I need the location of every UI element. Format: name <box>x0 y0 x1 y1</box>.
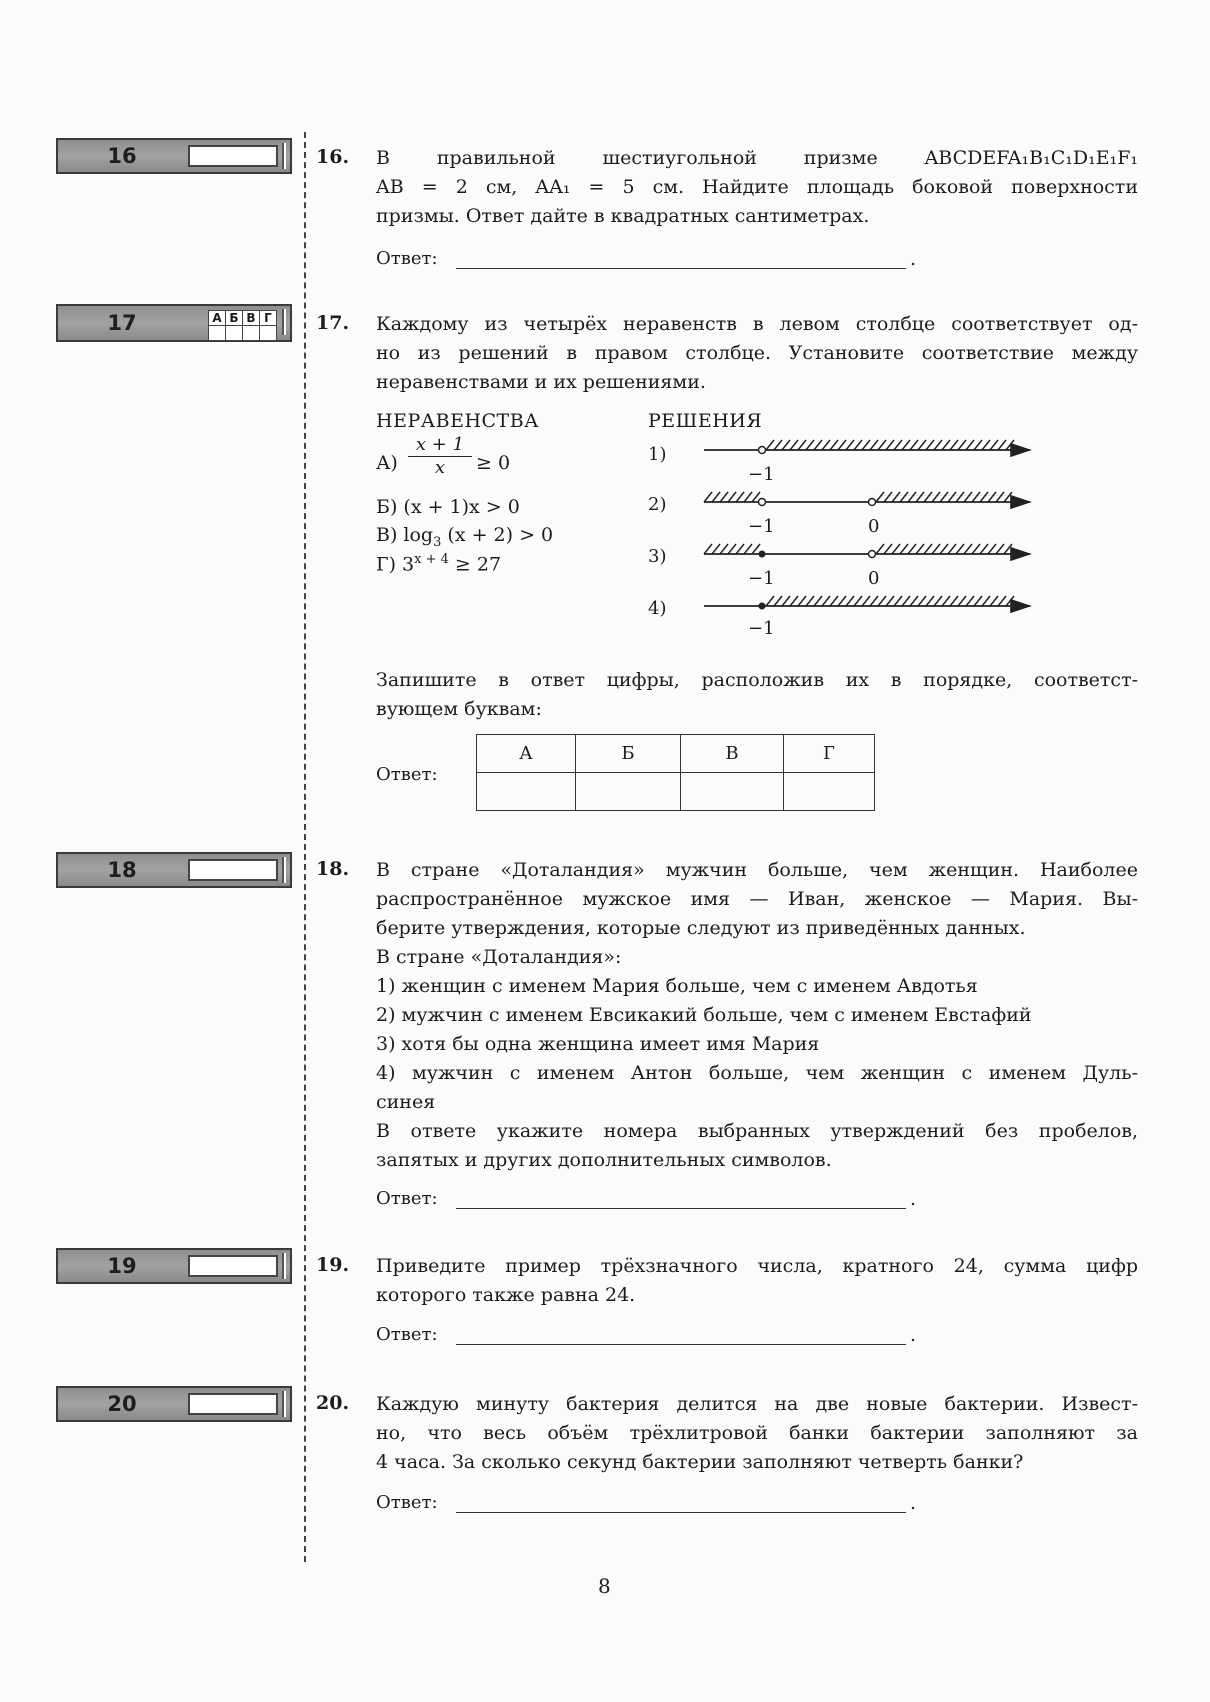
text-line: 4 часа. За сколько секунд бактерии заполняют четверть банки? <box>376 1451 1024 1473</box>
ineq-relation: ≥ 0 <box>476 452 511 474</box>
tick-label: −1 <box>748 516 775 537</box>
text-line: Каждому из четырёх неравенств в левом столбце соответствует од- <box>376 313 1138 335</box>
answer-table-17[interactable] <box>476 734 875 811</box>
text-line: AB = 2 см, AA₁ = 5 см. Найдите площадь боковой поверхности <box>376 176 1138 198</box>
question-20-text <box>376 1390 1138 1477</box>
answer-label: Ответ: <box>376 764 438 785</box>
answer-box-18 <box>56 852 292 888</box>
question-number: 18. <box>316 858 350 880</box>
text-line: 3) хотя бы одна женщина имеет имя Мария <box>376 1033 820 1055</box>
text-line: 1) женщин с именем Мария больше, чем с именем Авдотья <box>376 975 978 997</box>
solution-label: 1) <box>648 444 667 465</box>
tick-label: −1 <box>748 464 775 485</box>
numerator: x + 1 <box>408 434 472 457</box>
text-line: Запишите в ответ цифры, расположив их в порядке, соответст- <box>376 669 1138 691</box>
solution-label: 3) <box>648 546 667 567</box>
text-line: В правильной шестиугольной призме ABCDEFA₁B₁C₁D₁E₁F₁ <box>376 147 1138 169</box>
answer-cell-18[interactable] <box>188 859 278 881</box>
answer-cell-16[interactable] <box>188 145 278 167</box>
answer-cell[interactable] <box>576 773 681 811</box>
cut-line <box>304 132 306 1562</box>
text-line: Каждую минуту бактерия делится на две новые бактерии. Извест- <box>376 1393 1138 1415</box>
grid-letter: Б <box>226 311 243 326</box>
inequality-a <box>376 452 398 474</box>
question-number: 20. <box>316 1392 350 1414</box>
text-line: неравенствами и их решениями. <box>376 371 706 393</box>
answer-cell[interactable] <box>681 773 784 811</box>
box-number: 16 <box>107 144 137 168</box>
inequality-v: В) $\log_3 (x + 2) > 0$ <box>376 524 554 550</box>
text-line: распространённое мужское имя — Иван, женское — Мария. Вы- <box>376 888 1138 910</box>
grid-cell[interactable] <box>209 326 226 341</box>
question-17-instruction <box>376 666 1138 724</box>
text-line: В стране «Доталандия» мужчин больше, чем женщин. Наиболее <box>376 859 1138 881</box>
answer-label: Ответ: <box>376 1492 438 1513</box>
answer-line-16[interactable] <box>456 252 906 269</box>
answer-cell[interactable] <box>784 773 875 811</box>
box-number: 20 <box>107 1392 137 1416</box>
tick-label: −1 <box>748 568 775 589</box>
tick-label: 0 <box>868 568 880 589</box>
grid-cell[interactable] <box>260 326 277 341</box>
table-header: В <box>681 735 784 773</box>
answer-label: Ответ: <box>376 248 438 269</box>
answer-box-16 <box>56 138 292 174</box>
question-number: 17. <box>316 312 350 334</box>
text-line: но, что весь объём трёхлитровой банки бактерии заполняют за <box>376 1422 1138 1444</box>
answer-box-20 <box>56 1386 292 1422</box>
answer-line-18[interactable] <box>456 1192 906 1209</box>
number-line-2 <box>704 492 1030 506</box>
text-line: 2) мужчин с именем Евсикакий больше, чем с именем Евстафий <box>376 1004 1032 1026</box>
box-number: 17 <box>107 311 137 335</box>
question-number: 19. <box>316 1254 350 1276</box>
answer-box-19 <box>56 1248 292 1284</box>
answer-label: Ответ: <box>376 1188 438 1209</box>
grid-letter: В <box>243 311 260 326</box>
question-19-text <box>376 1252 1138 1310</box>
text-line: вующем буквам: <box>376 698 542 720</box>
answer-grid-17[interactable] <box>208 310 277 341</box>
text-line: которого также равна 24. <box>376 1284 636 1306</box>
page-number: 8 <box>598 1574 611 1598</box>
table-header: Г <box>784 735 875 773</box>
text-line: 4) мужчин с именем Антон больше, чем женщин с именем Дуль- <box>376 1062 1138 1084</box>
number-line-4 <box>704 596 1030 610</box>
answer-cell-20[interactable] <box>188 1393 278 1415</box>
text-line: В ответе укажите номера выбранных утверждений без пробелов, <box>376 1120 1138 1142</box>
ineq-label: А) <box>376 452 398 474</box>
question-number: 16. <box>316 146 350 168</box>
text-line: Приведите пример трёхзначного числа, кратного 24, сумма цифр <box>376 1255 1138 1277</box>
box-number: 18 <box>107 858 137 882</box>
answer-cell-19[interactable] <box>188 1255 278 1277</box>
inequalities-heading: НЕРАВЕНСТВА <box>376 410 540 432</box>
text-line: синея <box>376 1091 436 1113</box>
text-line: призмы. Ответ дайте в квадратных сантиметрах. <box>376 205 870 227</box>
tick-label: 0 <box>868 516 880 537</box>
text-line: В стране «Доталандия»: <box>376 946 622 968</box>
grid-cell[interactable] <box>243 326 260 341</box>
grid-letter: Г <box>260 311 277 326</box>
answer-line-19[interactable] <box>456 1328 906 1345</box>
text-line: запятых и других дополнительных символов. <box>376 1149 832 1171</box>
inequality-g: Г) $3^{x + 4} \ge 27$ <box>376 552 502 576</box>
solution-label: 2) <box>648 494 667 515</box>
table-header: Б <box>576 735 681 773</box>
question-16-text <box>376 144 1138 231</box>
text-line: берите утверждения, которые следуют из приведённых данных. <box>376 917 1026 939</box>
answer-label: Ответ: <box>376 1324 438 1345</box>
table-header: А <box>477 735 576 773</box>
text-line: но из решений в правом столбце. Установите соответствие между <box>376 342 1138 364</box>
number-line-3 <box>704 544 1030 558</box>
answer-box-17 <box>56 304 292 342</box>
solution-label: 4) <box>648 598 667 619</box>
tick-label: −1 <box>748 618 775 639</box>
box-number: 19 <box>107 1254 137 1278</box>
question-17-text <box>376 310 1138 397</box>
number-line-1 <box>704 440 1030 454</box>
fraction <box>408 434 472 478</box>
grid-cell[interactable] <box>226 326 243 341</box>
denominator: x <box>434 457 446 478</box>
answer-cell[interactable] <box>477 773 576 811</box>
grid-letter: А <box>209 311 226 326</box>
inequality-b: Б) (x + 1)x > 0 <box>376 496 520 518</box>
answer-line-20[interactable] <box>456 1496 906 1513</box>
question-18-text <box>376 856 1138 1175</box>
solutions-heading: РЕШЕНИЯ <box>648 410 763 432</box>
